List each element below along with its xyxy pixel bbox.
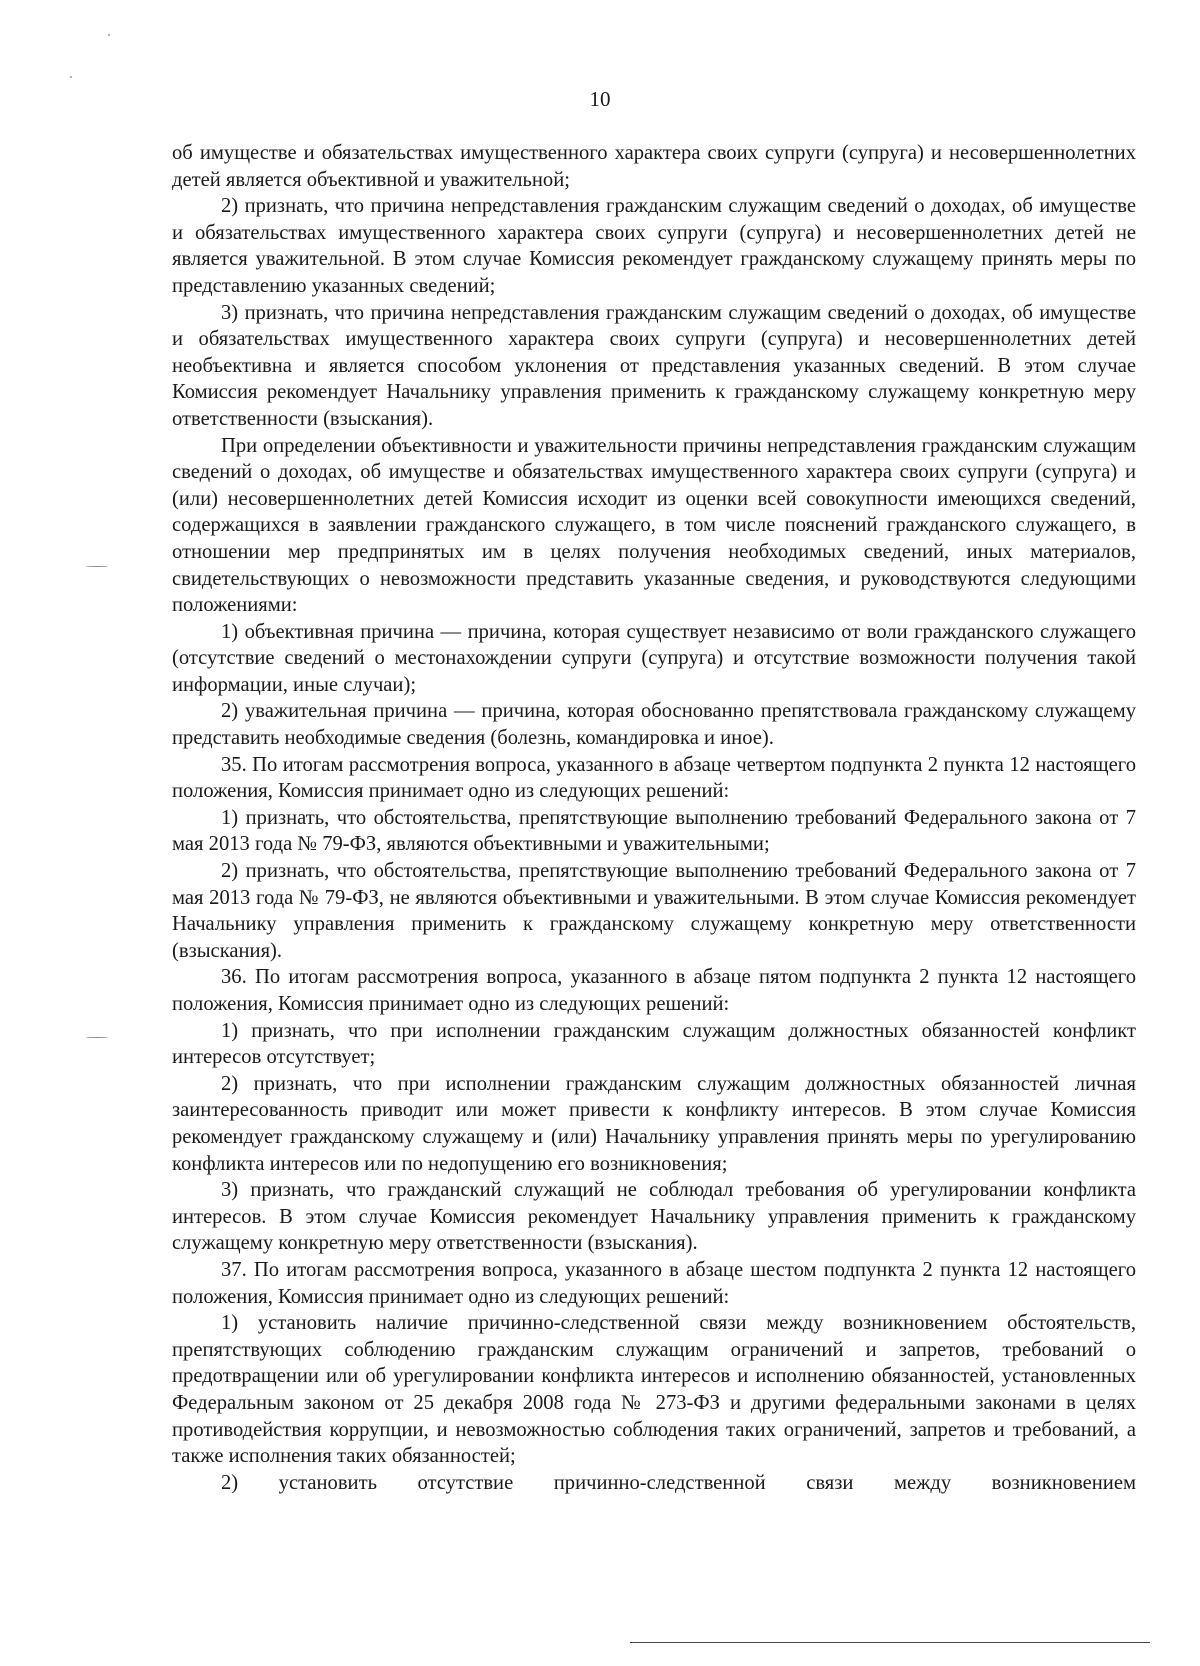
paragraph: 37. По итогам рассмотрения вопроса, указанного в абзаце шестом подпункта 2 пункта 12 настоящего положения, Комиссия принимает одно из следующих решений: [172, 1258, 1136, 1308]
paragraph: 2) признать, что причина непредставления гражданским служащим сведений о доходах, об имуществе и обязательствах имущественного характера своих супруги (супруга) и несовершеннолетних детей не является уважительной. В этом случае Комиссия рекомендует гражданскому служащему принять меры по представлению указанных сведений; [172, 195, 1136, 297]
paragraph: 1) признать, что обстоятельства, препятствующие выполнению требований Федерального закона от 7 мая 2013 года № 79-ФЗ, являются объективными и уважительными; [172, 806, 1136, 856]
page-number: 10 [589, 87, 611, 111]
scan-speck [108, 34, 110, 36]
paragraph: 2) установить отсутствие причинно-следственной связи между возникновением [221, 1471, 1136, 1494]
paragraph: 1) установить наличие причинно-следственной связи между возникновением обстоятельств, препятствующих соблюдению гражданским служащим ограничений и запретов, требований о предотвращении или об урегулировании конфликта интересов и исполнению обязанностей, установленных Федеральным законом от 25 декабря 2008 года № 273-ФЗ и другими федеральными законами в целях противодействия коррупции, и невозможностью соблюдения таких ограничений, запретов и требований, а также исполнения таких обязанностей; [172, 1312, 1136, 1468]
paragraph: 1) объективная причина — причина, которая существует независимо от воли гражданского служащего (отсутствие сведений о местонахождении супруги (супруга) и отсутствие возможности получения такой информации, иные случаи); [172, 620, 1136, 696]
paragraph: 2) уважительная причина — причина, которая обоснованно препятствовала гражданскому служащему представить необходимые сведения (болезнь, командировка и иное). [172, 700, 1136, 750]
margin-scan-mark [86, 566, 108, 568]
paragraph: 2) признать, что обстоятельства, препятствующие выполнению требований Федерального закона от 7 мая 2013 года № 79-ФЗ, не являются объективными и уважительными. В этом случае Комиссия рекомендует Начальнику управления применить к гражданскому служащему конкретную меру ответственности (взыскания). [172, 860, 1136, 962]
footer-rule [630, 1642, 1150, 1643]
paragraph: 35. По итогам рассмотрения вопроса, указанного в абзаце четвертом подпункта 2 пункта 12 настоящего положения, Комиссия принимает одно из следующих решений: [172, 753, 1136, 803]
scan-speck [70, 76, 72, 78]
document-body [172, 140, 1136, 1496]
paragraph: 3) признать, что причина непредставления гражданским служащим сведений о доходах, об имуществе и обязательствах имущественного характера своих супруги (супруга) и несовершеннолетних детей необъективна и является способом уклонения от представления указанных сведений. В этом случае Комиссия рекомендует Начальнику управления применить к гражданскому служащему конкретную меру ответственности (взыскания). [172, 301, 1136, 430]
paragraph: 3) признать, что гражданский служащий не соблюдал требования об урегулировании конфликта интересов. В этом случае Комиссия рекомендует Начальнику управления применить к гражданскому служащему конкретную меру ответственности (взыскания). [172, 1179, 1136, 1255]
paragraph: При определении объективности и уважительности причины непредставления гражданским служащим сведений о доходах, об имуществе и обязательствах имущественного характера своих супруги (супруга) и (или) несовершеннолетних детей Комиссия исходит из оценки всей совокупности имеющихся сведений, содержащихся в заявлении гражданского служащего, в том числе пояснений гражданского служащего, в отношении мер предпринятых им в целях получения необходимых сведений, иных материалов, свидетельствующих о невозможности представить указанные сведения, и руководствуются следующими положениями: [172, 434, 1136, 617]
paragraph: 1) признать, что при исполнении гражданским служащим должностных обязанностей конфликт интересов отсутствует; [172, 1019, 1136, 1069]
paragraph: 2) признать, что при исполнении гражданским служащим должностных обязанностей личная заинтересованность приводит или может привести к конфликту интересов. В этом случае Комиссия рекомендует гражданскому служащему и (или) Начальнику управления принять меры по урегулированию конфликта интересов или по недопущению его возникновения; [172, 1072, 1136, 1175]
margin-scan-mark [86, 1037, 108, 1039]
paragraph: об имуществе и обязательствах имущественного характера своих супруги (супруга) и несовершеннолетних детей является объективной и уважительной; [172, 142, 1136, 191]
paragraph: 36. По итогам рассмотрения вопроса, указанного в абзаце пятом подпункта 2 пункта 12 настоящего положения, Комиссия принимает одно из следующих решений: [172, 966, 1136, 1015]
